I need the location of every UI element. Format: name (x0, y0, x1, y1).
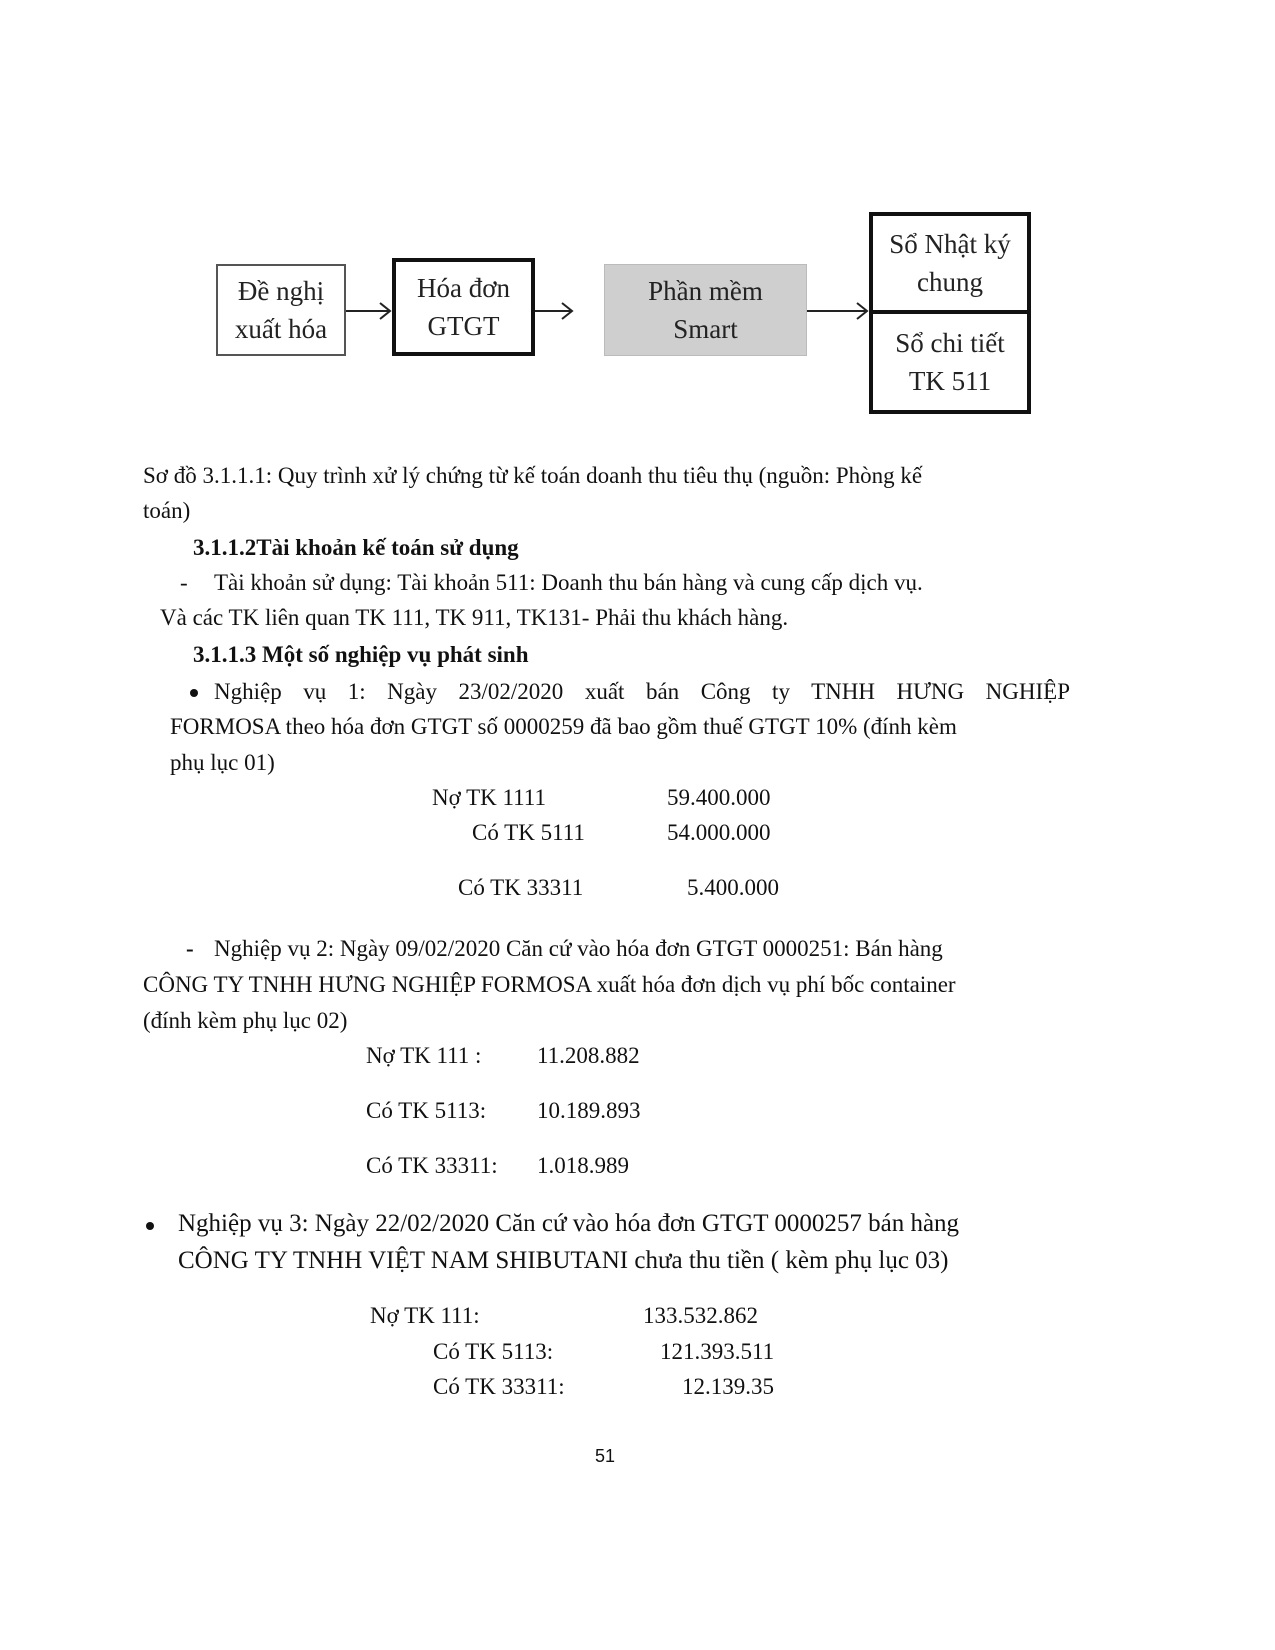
nv1-line1: Nghiệp vụ 1: Ngày 23/02/2020 xuất bán Công ty TNHH HƯNG NGHIỆP (214, 679, 1070, 704)
nv2-entry-account: Có TK 5113: (366, 1098, 487, 1123)
diagram-caption-line1: Sơ đồ 3.1.1.1: Quy trình xử lý chứng từ kế toán doanh thu tiêu thụ (nguồn: Phòng kế (143, 463, 923, 488)
diagram-caption-line2: toán) (143, 498, 191, 523)
box-hoa-don-gtgt: Hóa đơn GTGT (392, 258, 535, 356)
nv2-entry-amount: 11.208.882 (537, 1043, 640, 1068)
nv1-entry-amount: 54.000.000 (667, 820, 771, 845)
nv3-entry-account: Có TK 33311: (433, 1374, 565, 1399)
nv1-entry-account: Có TK 5111 (472, 820, 585, 845)
box-so-nhat-ky-chung: Sổ Nhật ký chung (869, 212, 1031, 314)
nv1-entry-amount: 5.400.000 (687, 875, 779, 900)
nv2-entry-account: Có TK 33311: (366, 1153, 498, 1178)
box-so-chi-tiet-tk511: Sổ chi tiết TK 511 (869, 310, 1031, 414)
box-de-nghi-xuat-hoa: Đề nghị xuất hóa (216, 264, 346, 356)
nv2-line2: CÔNG TY TNHH HƯNG NGHIỆP FORMOSA xuất hóa đơn dịch vụ phí bốc container (143, 972, 956, 997)
nv1-entry-account: Nợ TK 1111 (432, 785, 546, 810)
nv3-entry-account: Nợ TK 111: (370, 1303, 480, 1328)
nv1-line3: phụ lục 01) (170, 750, 275, 775)
section-heading-3113: 3.1.1.3 Một số nghiệp vụ phát sinh (193, 642, 529, 667)
flow-arrows (0, 0, 1275, 450)
section-heading-3112: 3.1.1.2Tài khoản kế toán sử dụng (193, 535, 519, 560)
nv2-entry-account: Nợ TK 111 : (366, 1043, 482, 1068)
nv3-entry-amount: 121.393.511 (660, 1339, 775, 1364)
nv1-entry-account: Có TK 33311 (458, 875, 584, 900)
nv2-entry-amount: 10.189.893 (537, 1098, 641, 1123)
account-used-line1: Tài khoản sử dụng: Tài khoản 511: Doanh thu bán hàng và cung cấp dịch vụ. (214, 570, 923, 595)
nv3-line2: CÔNG TY TNHH VIỆT NAM SHIBUTANI chưa thu tiền ( kèm phụ lục 03) (178, 1247, 949, 1274)
nv3-entry-account: Có TK 5113: (433, 1339, 554, 1364)
bullet-icon (190, 689, 198, 697)
bullet-icon (146, 1222, 154, 1230)
nv3-entry-amount: 133.532.862 (643, 1303, 758, 1328)
nv2-line3: (đính kèm phụ lục 02) (143, 1008, 348, 1033)
box-phan-mem-smart: Phần mềm Smart (604, 264, 807, 356)
nv3-line1: Nghiệp vụ 3: Ngày 22/02/2020 Căn cứ vào hóa đơn GTGT 0000257 bán hàng (178, 1210, 960, 1237)
nv1-entry-amount: 59.400.000 (667, 785, 771, 810)
nv1-line2: FORMOSA theo hóa đơn GTGT số 0000259 đã bao gồm thuế GTGT 10% (đính kèm (170, 714, 957, 739)
page-number: 51 (595, 1446, 616, 1466)
nv2-entry-amount: 1.018.989 (537, 1153, 629, 1178)
dash-bullet: - (180, 570, 188, 595)
nv3-entry-amount: 12.139.35 (682, 1374, 774, 1399)
nv2-line1: Nghiệp vụ 2: Ngày 09/02/2020 Căn cứ vào hóa đơn GTGT 0000251: Bán hàng (214, 936, 943, 961)
account-used-line2: Và các TK liên quan TK 111, TK 911, TK131- Phải thu khách hàng. (160, 605, 789, 630)
dash-bullet: - (186, 936, 194, 961)
